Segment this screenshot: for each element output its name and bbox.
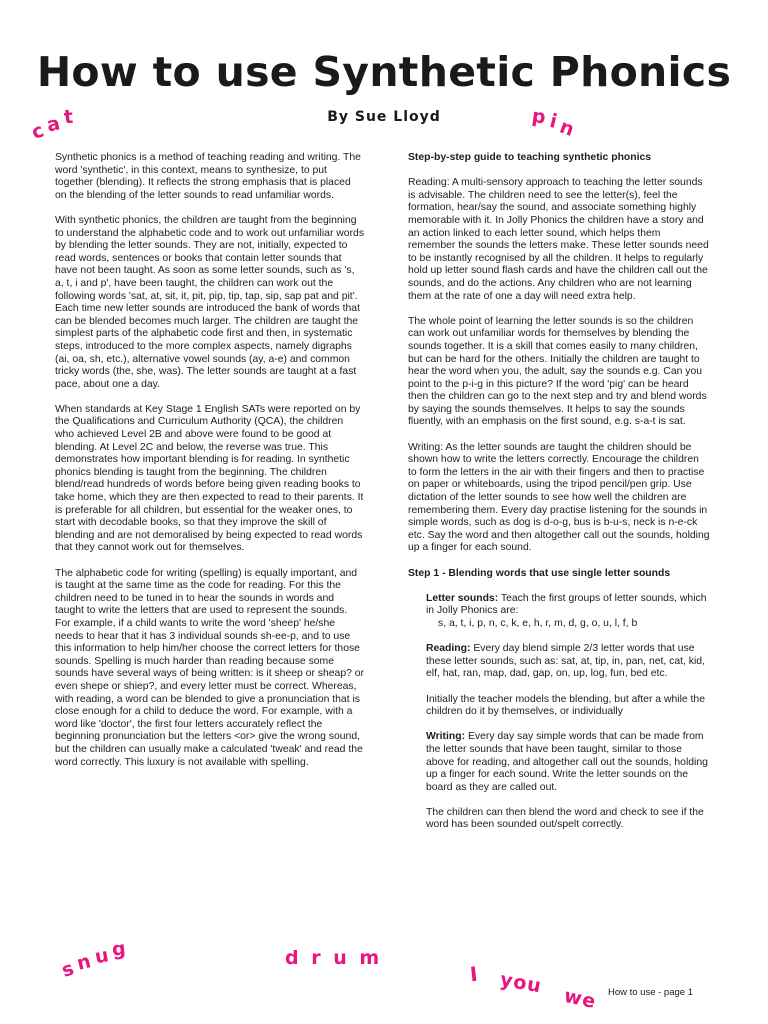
decor-letter: g [111, 937, 132, 961]
decor-word-drum [285, 947, 382, 969]
decor-letter: t [63, 105, 79, 129]
reading2-label: Reading: [426, 643, 471, 655]
decor-letter: n [74, 949, 98, 975]
paragraph-initially: Initially the teacher models the blending, but after a while the children do it by themselves, or individually [426, 693, 705, 718]
reading2-text: Every day blend simple 2/3 letter words that use these letter sounds, such as: sat, at, tip, in, pan, net, cat, kid, elf, hat, ran, map, dad, gap, on, up, log, fun, bed etc. [426, 643, 705, 680]
decor-word-i [469, 961, 483, 986]
letter-sounds-block [408, 593, 710, 832]
paragraph-key-stage: When standards at Key Stage 1 English SATs were reported on by the Qualifications and Curriculum Authority (QCA), the children who achieved Level 2B and above were found to be good at blending. At Level 2C and below, the reverse was true. This demonstrates how important blending is for reading. In synthetic phonics blending is taught from the beginning. The children blend/read hundreds of words before being given reading books to take home, which they are then expected to read to their parents. It is preferable for all children, but essential for the weaker ones, to start with decodable books, so that they improve the skill of blending and are not demoralised by being expected to read words that they cannot work out for themselves. [55, 403, 364, 554]
decor-letter: u [93, 943, 115, 969]
paragraph-intro: Synthetic phonics is a method of teaching reading and writing. The word 'synthetic', in this context, means to synthesize, to put together (blending). It reflects the strong emphasis that is placed on the blending of the letter sounds to read unfamiliar words. [55, 152, 361, 201]
decor-letter: n [556, 115, 581, 143]
decor-letter: s [58, 956, 81, 982]
paragraph-synthetic-phonics: With synthetic phonics, the children are taught from the beginning to understand the alphabetic code and to work out unfamiliar words by blending the letter sounds. They are not, initially, expected to read words, sentences or books that contain letter sounds that have not been taught. As soon as some letter sounds, such as 's, a, t, i and p', have been taught, the children can work out the following words 'sat, at, sit, it, pit, pip, tip, tap, sip, sap pat and pit'. Each time new letter sounds are introduced the bank of words that can be blended becomes much larger. The children are taught the simplest parts of the alphabetic code first and then, in systematic steps, introduced to the more complex aspects, namely digraphs (ai, oa, sh, etc.), alternative vowel sounds (ay, a-e) and common tricky words (the, she, was). The letter sounds are taught at a fast pace, about one a day. [55, 214, 365, 390]
step1-heading: Step 1 - Blending words that use single letter sounds [408, 567, 671, 579]
writing2-text: Every day say simple words that can be made from the letter sounds that have been taught, similar to those above for reading, and altogether call out the sounds, holding up a finger for each sound. Write the letter sounds on the board as they are called out. [426, 731, 708, 793]
section-heading: Step-by-step guide to teaching synthetic phonics [408, 152, 652, 163]
decor-letter: c [28, 118, 51, 144]
decor-word-you-text: you [498, 968, 544, 998]
decor-word-you [498, 969, 543, 998]
decor-word-we-text: we [562, 984, 599, 1014]
paragraph-writing: Writing: As the letter sounds are taught the children should be shown how to write the letters correctly. Encourage the children to form the letters in the air with their fingers and then to practise on paper or whiteboards, using the tripod pencil/pen grip. Use dictation of the letter sounds to see how well the children are remembering them. Every day practise listening for the sounds in simple words, such as dog is d-o-g, bus is b-u-s, neck is n-e-ck etc. Say the word and then altogether call out the sounds, holding up a finger for each sound. [408, 441, 710, 554]
letter-sounds-label: Letter sounds: [426, 592, 499, 604]
paragraph-whole-point: The whole point of learning the letter sounds is so the children can work out unfamiliar words for themselves by blending the sounds together. It is a skill that comes easily to many children, but can be hard for the others. Initially the children are taught to hear the word when you, the adult, say the sounds e.g. Can you point to the p-i-g in this picture? If the word 'pig' can be heard then the children can go to the next step and try and blend words by saying the sounds themselves. It helps to say the sounds fluently, with an emphasis on the first sound, e.g. s-a-t is sat. [408, 315, 707, 428]
left-column [55, 152, 365, 782]
decor-letter: p [530, 104, 552, 130]
paragraph-blend-check: The children can then blend the word and check to see if the word has been sounded out/spelt correctly. [426, 806, 704, 831]
decor-word-pin [530, 104, 581, 143]
decor-word-we [562, 985, 598, 1013]
decor-word-cat [28, 105, 79, 144]
letter-sounds-text: Teach the first groups of letter sounds, which in Jolly Phonics are: [426, 592, 707, 617]
paragraph-reading: Reading: A multi-sensory approach to teaching the letter sounds is advisable. The children need to see the letter(s), feel the formation, hear/say the sound, and associate something highly memorable with it. In Jolly Phonics the children have a story and an action linked to each letter sound, which helps them remember the sounds the letters make. These letter sounds need to be instantly recognised by all the children. It helps to regularly hold up letter sound flash cards and have the children call out the sounds, and do the actions. Any children who are not learning them at the rate of one a day will need extra help. [408, 177, 709, 302]
right-column [408, 152, 710, 832]
page-title: How to use Synthetic Phonics [36, 48, 732, 96]
page-footer: How to use - page 1 [607, 987, 693, 998]
paragraph-alphabetic-code: The alphabetic code for writing (spelling) is equally important, and is taught at the same time as the code for reading. For this the children need to be tuned in to hear the sounds in words and taught to write the letters that are used to represent the sounds. For example, if a child wants to write the word 'sheep' he/she needs to hear that it has 3 individual sounds sh-ee-p, and to use this information to help him/her choose the correct letters for those sounds. Spelling is much harder than reading because some sounds have several ways of being written: is it sheep or sheap? or even shepe or shiep?, and every letter must be correct. Whereas, with reading, a word can be blended to give a pronunciation that is close enough for a child to deduce the word. For example, with a word like 'doctor', the first four letters accurately reflect the beginning pronunciation but the letters <or> give the wrong sound, but the children can usually make a calculated 'tweak' and read the word correctly. This luxury is not available with spelling. [55, 567, 365, 768]
decor-letter: a [45, 111, 67, 137]
decor-word-drum-text: d r u m [285, 947, 383, 969]
writing2-label: Writing: [426, 731, 466, 743]
letter-list: s, a, t, i, p, n, c, k, e, h, r, m, d, g, o, u, l, f, b [438, 617, 638, 629]
decor-letter: i [547, 110, 563, 134]
decor-word-snug [58, 937, 132, 982]
author-byline: By Sue Lloyd [327, 109, 441, 125]
decor-word-i-text: I [468, 961, 483, 987]
